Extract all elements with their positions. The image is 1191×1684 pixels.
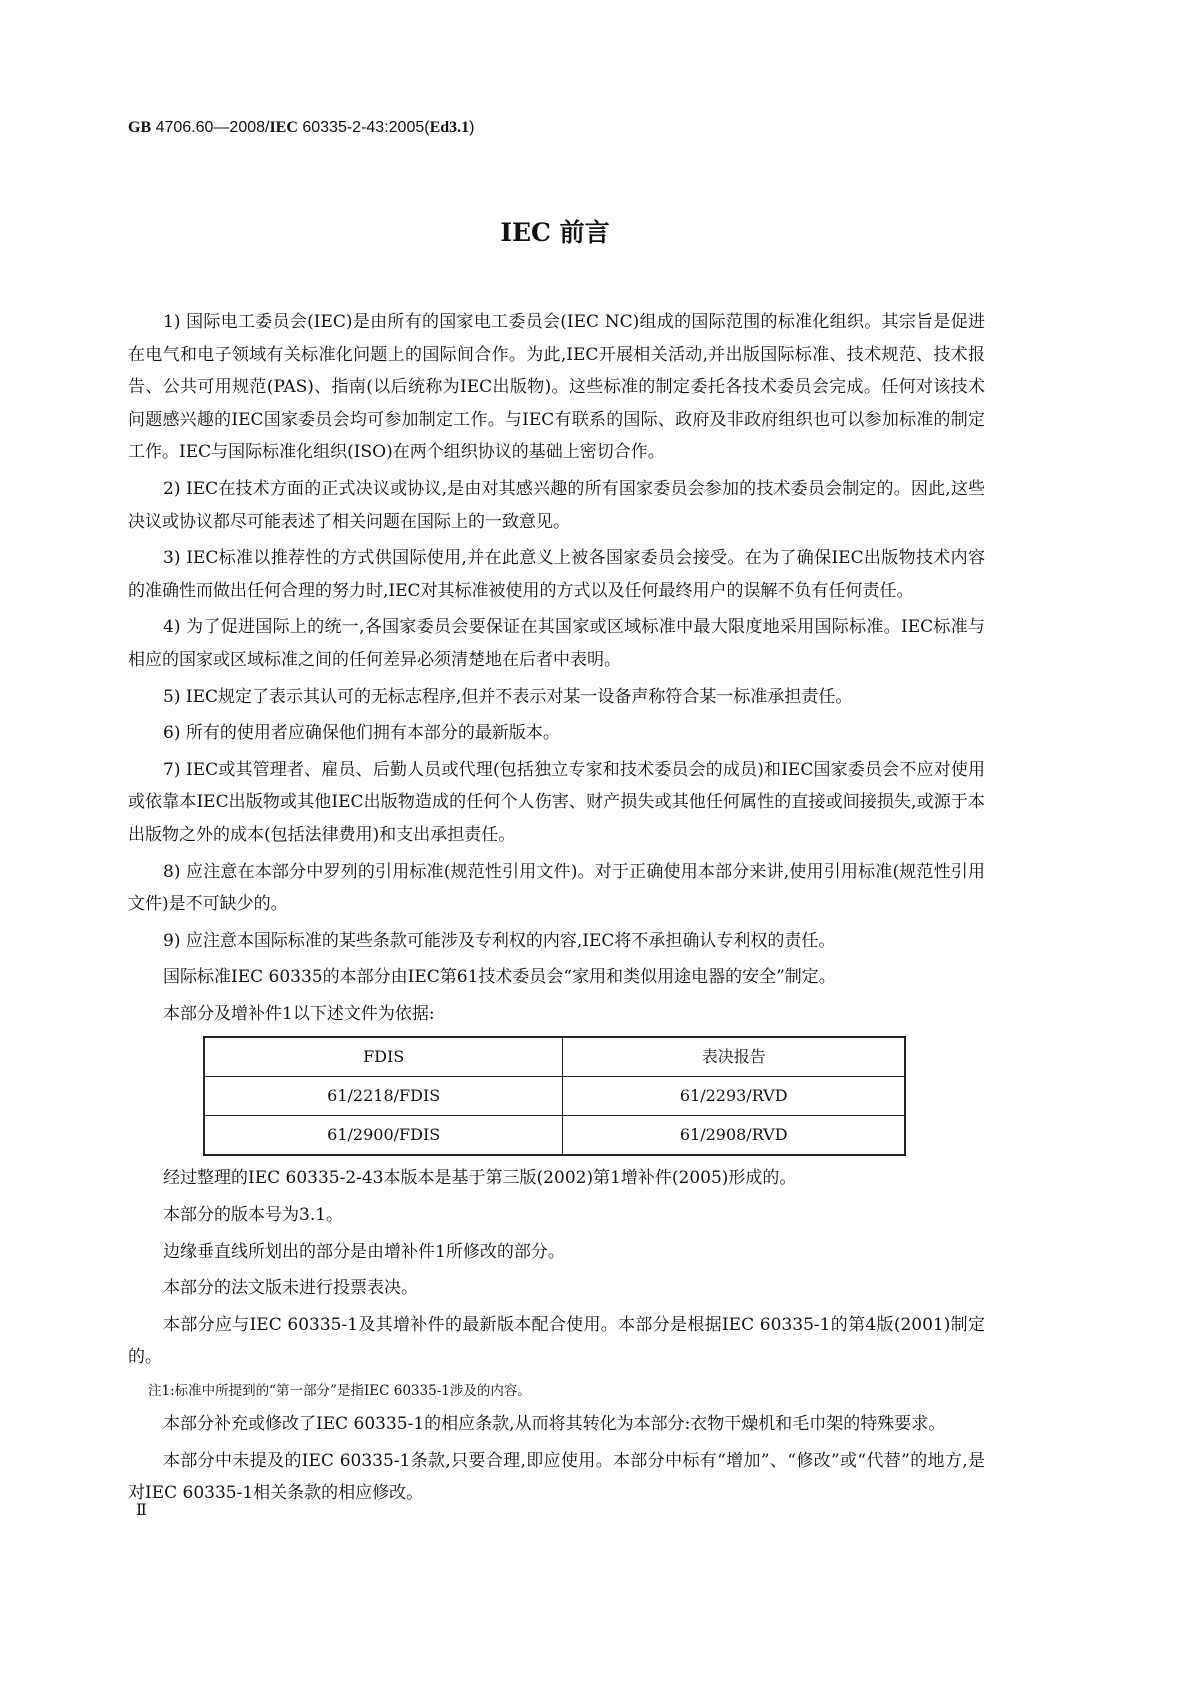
table-header: FDIS <box>204 1037 563 1077</box>
header-gb: GB <box>128 119 152 136</box>
paragraph: 经过整理的IEC 60335-2-43本版本是基于第三版(2002)第1增补件(2005)形成的。 <box>163 1168 797 1189</box>
document-table <box>203 1036 906 1156</box>
table-header-row <box>204 1037 905 1077</box>
paragraph: 本部分应与IEC 60335-1及其增补件的最新版本配合使用。本部分是根据IEC 60335-1的第4版(2001)制定的。 <box>128 1314 985 1368</box>
header-close: ) <box>469 119 475 136</box>
table-header: 表决报告 <box>563 1037 905 1077</box>
header-iec-code: 60335-2-43:2005( <box>302 119 430 136</box>
paragraph: 3) IEC标准以推荐性的方式供国际使用,并在此意义上被各国家委员会接受。在为了确保IEC出版物技术内容的准确性而做出任何合理的努力时,IEC对其标准被使用的方式以及任何最终用户的误解不负有任何责任。 <box>128 548 985 601</box>
paragraph: 本部分补充或修改了IEC 60335-1的相应条款,从而将其转化为本部分:衣物干燥机和毛巾架的特殊要求。 <box>163 1414 946 1435</box>
paragraph: 国际标准IEC 60335的本部分由IEC第61技术委员会“家用和类似用途电器的安全”制定。 <box>163 967 836 988</box>
table-row <box>204 1116 905 1156</box>
document-body <box>128 306 985 1514</box>
paragraph: 本部分的版本号为3.1。 <box>163 1205 344 1226</box>
paragraph: 7) IEC或其管理者、雇员、后勤人员或代理(包括独立专家和技术委员会的成员)和IEC国家委员会不应对使用或依靠本IEC出版物或其他IEC出版物造成的任何个人伤害、财产损失或其他任何属性的直接或间接损失,或源于本出版物之外的成本(包括法律费用)和支出承担责任。 <box>128 759 985 845</box>
paragraph: 6) 所有的使用者应确保他们拥有本部分的最新版本。 <box>163 723 560 744</box>
table-cell: 61/2293/RVD <box>563 1077 905 1116</box>
page-number: Ⅱ <box>136 1500 147 1519</box>
paragraph: 9) 应注意本国际标准的某些条款可能涉及专利权的内容,IEC将不承担确认专利权的责任。 <box>163 930 836 951</box>
paragraph: 本部分中未提及的IEC 60335-1条款,只要合理,即应使用。本部分中标有“增加”、“修改”或“代替”的地方,是对IEC 60335-1相关条款的相应修改。 <box>128 1450 985 1504</box>
header-iec: IEC <box>269 119 298 136</box>
table-cell: 61/2908/RVD <box>563 1116 905 1156</box>
note: 注1:标准中所提到的“第一部分”是指IEC 60335-1涉及的内容。 <box>148 1383 531 1400</box>
table-cell: 61/2218/FDIS <box>204 1077 563 1116</box>
paragraph: 边缘垂直线所划出的部分是由增补件1所修改的部分。 <box>163 1241 565 1262</box>
paragraph: 2) IEC在技术方面的正式决议或协议,是由对其感兴趣的所有国家委员会参加的技术委员会制定的。因此,这些决议或协议都尽可能表述了相关问题在国际上的一致意见。 <box>128 478 985 532</box>
running-header <box>128 119 474 137</box>
page-title: IEC 前言 <box>500 218 610 247</box>
header-edition: Ed3.1 <box>429 119 470 136</box>
paragraph: 4) 为了促进国际上的统一,各国家委员会要保证在其国家或区域标准中最大限度地采用国际标准。IEC标准与相应的国家或区域标准之间的任何差异必须清楚地在后者中表明。 <box>128 617 985 670</box>
paragraph: 本部分的法文版未进行投票表决。 <box>163 1278 418 1299</box>
paragraph: 5) IEC规定了表示其认可的无标志程序,但并不表示对某一设备声称符合某一标准承担责任。 <box>163 686 853 707</box>
paragraph: 1) 国际电工委员会(IEC)是由所有的国家电工委员会(IEC NC)组成的国际范围的标准化组织。其宗旨是促进在电气和电子领域有关标准化问题上的国际间合作。为此,IEC开展相关活动,并出版国际标准、技术规范、技术报告、公共可用规范(PAS)、指南(以后统称为IEC出版物)。这些标准的制定委托各技术委员会完成。任何对该技术问题感兴趣的IEC国家委员会均可参加制定工作。与IEC有联系的国际、政府及非政府组织也可以参加标准的制定工作。IEC与国际标准化组织(ISO)在两个组织协议的基础上密切合作。 <box>128 312 985 463</box>
table-row <box>204 1077 905 1116</box>
header-code: 4706.60—2008/ <box>155 119 270 136</box>
table-cell: 61/2900/FDIS <box>204 1116 563 1156</box>
paragraph: 本部分及增补件1以下述文件为依据: <box>163 1003 435 1024</box>
paragraph: 8) 应注意在本部分中罗列的引用标准(规范性引用文件)。对于正确使用本部分来讲,使用引用标准(规范性引用文件)是不可缺少的。 <box>128 861 985 915</box>
